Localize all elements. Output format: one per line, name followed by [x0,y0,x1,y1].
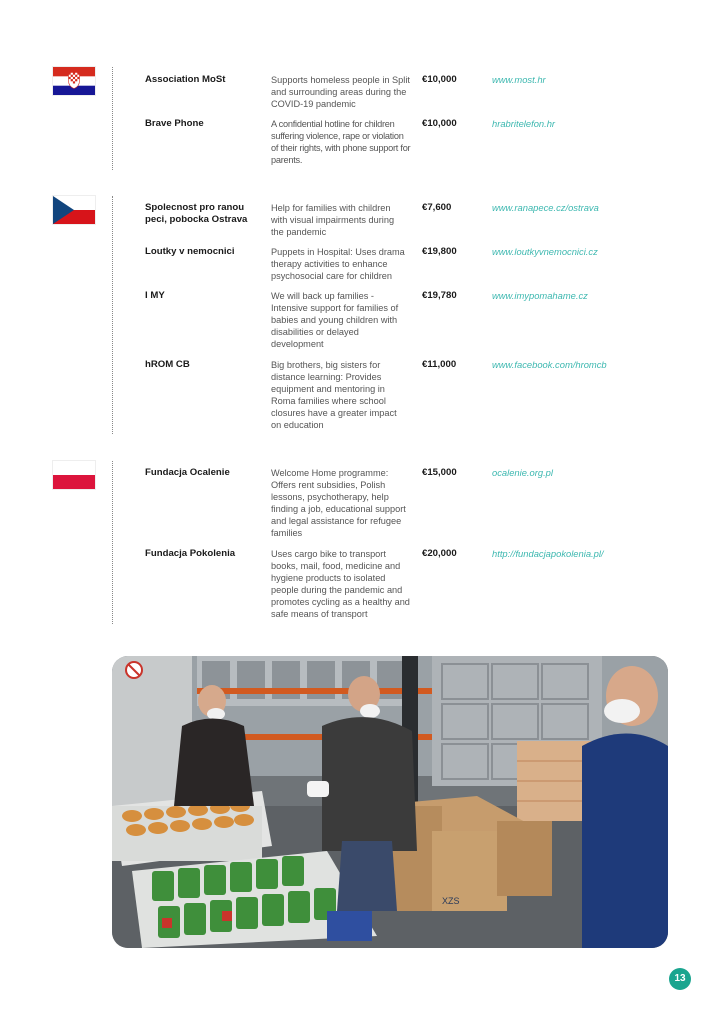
section-divider [112,461,113,624]
grant-amount: €19,800 [422,246,457,257]
org-name: I MY [145,290,165,301]
grant-amount: €19,780 [422,290,457,301]
website-link[interactable]: ocalenie.org.pl [492,467,553,478]
website-link[interactable]: http://fundacjapokolenia.pl/ [492,548,604,559]
website-link[interactable]: www.ranapece.cz/ostrava [492,202,599,213]
project-description: Uses cargo bike to transport books, mail, food, medicine and hygiene products to isolated people during the pandemic and promotes cycling as a healthy and safe means of transport [271,549,410,619]
website-link[interactable]: www.loutkyvnemocnici.cz [492,246,598,257]
czech-flag [53,196,95,224]
page-number-badge: 13 [669,968,691,990]
section-divider [112,67,113,170]
grant-amount: €11,000 [422,359,457,370]
box-label: XZS [442,896,460,906]
project-description: Puppets in Hospital: Uses drama therapy activities to enhance psychosocial care for children [271,247,405,281]
org-name: Brave Phone [145,118,204,129]
grant-amount: €15,000 [422,467,457,478]
org-name: Loutky v nemocnici [145,246,235,257]
grant-amount: €7,600 [422,202,452,213]
website-link[interactable]: www.imypomahame.cz [492,290,588,301]
food-bank-volunteers-photo [112,656,668,948]
project-description: Welcome Home programme: Offers rent subsidies, Polish lessons, psychotherapy, help finding a job, educational support and legal assistance for refugee families [271,468,406,538]
grant-amount: €10,000 [422,74,457,85]
croatia-flag [53,67,95,95]
website-link[interactable]: www.most.hr [492,74,546,85]
org-name: Fundacja Pokolenia [145,548,236,559]
project-description: We will back up families - Intensive support for families of babies and young children with disabilities or delayed development [271,291,399,349]
website-link[interactable]: hrabritelefon.hr [492,118,556,129]
section-divider [112,196,113,434]
org-name: Association MoSt [145,74,226,85]
project-description: A confidential hotline for children suffering violence, rape or violation of their rights, with phone support for parents. [271,119,411,165]
org-name: Fundacja Ocalenie [145,467,230,478]
project-description: Help for families with children with visual impairments during the pandemic [271,203,395,237]
grant-amount: €10,000 [422,118,457,129]
org-name: Spolecnost pro ranou peci, pobocka Ostrava [145,202,248,225]
website-link[interactable]: www.facebook.com/hromcb [492,359,607,370]
org-name: hROM CB [145,359,190,370]
grant-amount: €20,000 [422,548,457,559]
project-description: Supports homeless people in Split and surrounding areas during the COVID-19 pandemic [271,75,410,109]
project-description: Big brothers, big sisters for distance learning: Provides equipment and mentoring in Roma families where school closures have a greater impact on education [271,360,397,430]
poland-flag [53,461,95,489]
